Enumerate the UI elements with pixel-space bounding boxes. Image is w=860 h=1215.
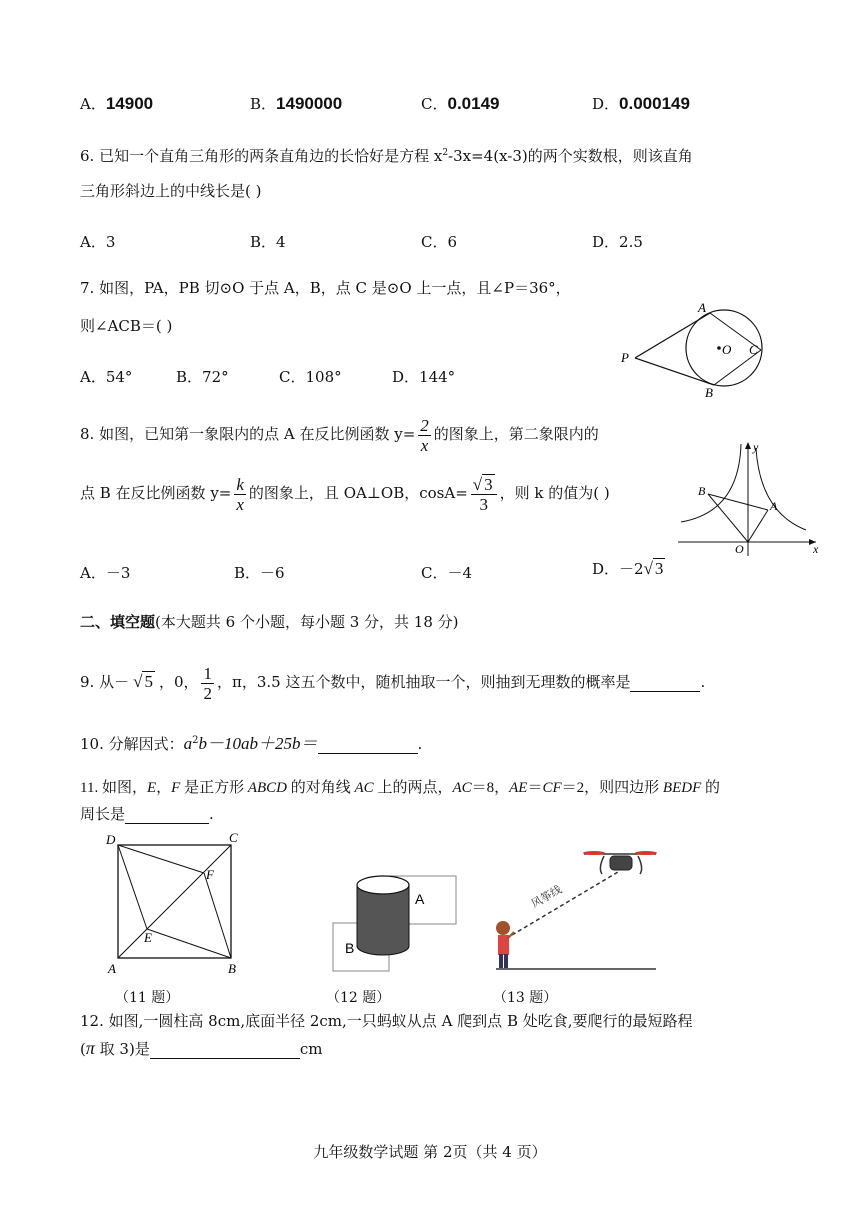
q6-option-a: A．3 <box>80 233 116 251</box>
fraction-2-over-x: $\frac{2}{x}$ <box>420 415 429 455</box>
q7-option-a: A．54° <box>80 368 133 386</box>
q6-line1: 6. 已知一个直角三角形的两条直角边的长恰好是方程 $x^2-3x=4(x-3)$的两个实数根，则该直角 <box>80 147 693 165</box>
segment-ab <box>708 494 768 510</box>
tangent-pb <box>635 358 714 385</box>
label-x: x <box>813 542 819 556</box>
q5-option-c: C．0.0149 <box>421 94 500 113</box>
label-a: A <box>698 300 706 315</box>
q12-line1: 12. 如图,一圆柱高 8cm,底面半径 2cm,一只蚂蚁从点 A 爬到点 B 处吃食,要爬行的最短路程 <box>80 1012 693 1030</box>
fraction-k-over-x: $\frac{k}{x}$ <box>236 474 244 514</box>
q10-line: 10. 分解因式：$a^2b-10ab+25b=$ . <box>80 734 423 753</box>
q7-line2: 则∠ACB＝( ) <box>80 317 173 335</box>
q5-option-b: B．1490000 <box>250 94 343 113</box>
fraction-sqrt3-over-3: $\frac{√ 3}{3}$ <box>471 475 497 514</box>
label-c: C <box>229 830 238 845</box>
q8-option-d: D．－2√ 3 <box>592 559 664 578</box>
hyperbola-second-quadrant <box>681 444 741 522</box>
q6-option-c: C．6 <box>421 233 458 251</box>
center-o <box>717 346 721 350</box>
label-c: C <box>749 342 758 357</box>
segment-de <box>118 845 147 929</box>
caption-q11: （11 题） <box>115 990 180 1006</box>
segment-bf <box>204 873 231 958</box>
q5-option-d: D．0.000149 <box>592 94 690 113</box>
label-o: O <box>722 342 732 357</box>
label-a: A <box>770 499 778 513</box>
q8-figure <box>676 438 826 560</box>
label-b: B <box>228 961 236 976</box>
label-kite-string: 风筝线 <box>529 882 565 911</box>
q8-line2: 点 B 在反比例函数 y= $\frac{k}{x}$ 的图象上，且 OA⊥OB，cosA= $\frac{√ 3}{3}$ ，则 k 的值为( ) <box>80 474 610 514</box>
y-axis-arrow <box>745 442 751 449</box>
q8-line1: 8. 如图，已知第一象限内的点 A 在反比例函数 y= $\frac{2}{x}$ 的图象上，第二象限内的 <box>80 415 599 455</box>
q13-figure <box>486 842 661 974</box>
segment-oa <box>748 510 768 542</box>
child-icon <box>496 921 514 968</box>
label-b: B <box>698 484 706 498</box>
q11-answer-blank <box>125 807 209 824</box>
q9-answer-blank <box>630 675 700 692</box>
q11-line1: 11. 如图，E，F 是正方形 ABCD 的对角线 AC 上的两点，AC＝8，AE＝CF＝2，则四边形 BEDF 的 <box>80 780 721 796</box>
q7-line1: 7. 如图，PA，PB 切⊙O 于点 A，B，点 C 是⊙O 上一点，且∠P＝36°， <box>80 279 571 297</box>
q6-option-d: D．2.5 <box>592 233 643 251</box>
q7-option-d: D．144° <box>392 368 456 386</box>
q10-answer-blank <box>318 737 418 754</box>
q9-line: 9. 从－ √ 5 ，0， $\frac{1}{2}$ ，π，3.5 这五个数中，随机抽取一个，则抽到无理数的概率是 . <box>80 663 706 703</box>
q8-option-c: C．－4 <box>421 564 473 582</box>
q12-line2: (π 取 3)是 cm <box>80 1038 323 1058</box>
q11-line2: 周长是 . <box>80 805 214 823</box>
q6-option-b: B．4 <box>250 233 286 251</box>
page-footer: 九年级数学试题 第 2页（共 4 页） <box>313 1143 547 1161</box>
caption-q12: （12 题） <box>326 990 391 1006</box>
q8-option-b: B．－6 <box>234 564 285 582</box>
cylinder-body <box>357 885 409 955</box>
q7-figure <box>618 296 778 400</box>
segment-be <box>147 929 231 958</box>
q12-figure <box>330 868 460 974</box>
q8-option-a: A．－3 <box>80 564 131 582</box>
label-b: B <box>705 385 713 400</box>
q5-option-a: A．14900 <box>80 94 154 113</box>
cylinder-top <box>357 876 409 894</box>
section-2-header: 二、填空题(本大题共 6 个小题，每小题 3 分，共 18 分) <box>80 613 459 631</box>
label-a: A <box>415 891 425 907</box>
diagonal-ac <box>118 845 231 958</box>
q6-line2: 三角形斜边上的中线长是( ) <box>80 182 262 200</box>
drone-icon <box>583 851 657 874</box>
label-o: O <box>735 542 744 556</box>
label-e: E <box>144 930 152 945</box>
fraction-1-over-2: $\frac{1}{2}$ <box>203 663 212 703</box>
label-a: A <box>108 961 116 976</box>
tangent-pa <box>635 313 710 358</box>
segment-ob <box>708 494 748 542</box>
segment-df <box>118 845 204 873</box>
label-b: B <box>345 940 355 956</box>
label-y: y <box>753 440 759 454</box>
q7-option-c: C．108° <box>279 368 342 386</box>
label-d: D <box>106 832 116 847</box>
kite-string <box>512 872 618 935</box>
q7-option-b: B．72° <box>176 368 229 386</box>
caption-q13: （13 题） <box>493 990 558 1006</box>
q12-answer-blank <box>150 1042 300 1059</box>
label-f: F <box>206 867 214 882</box>
label-p: P <box>621 350 629 365</box>
q11-figure <box>100 828 248 976</box>
